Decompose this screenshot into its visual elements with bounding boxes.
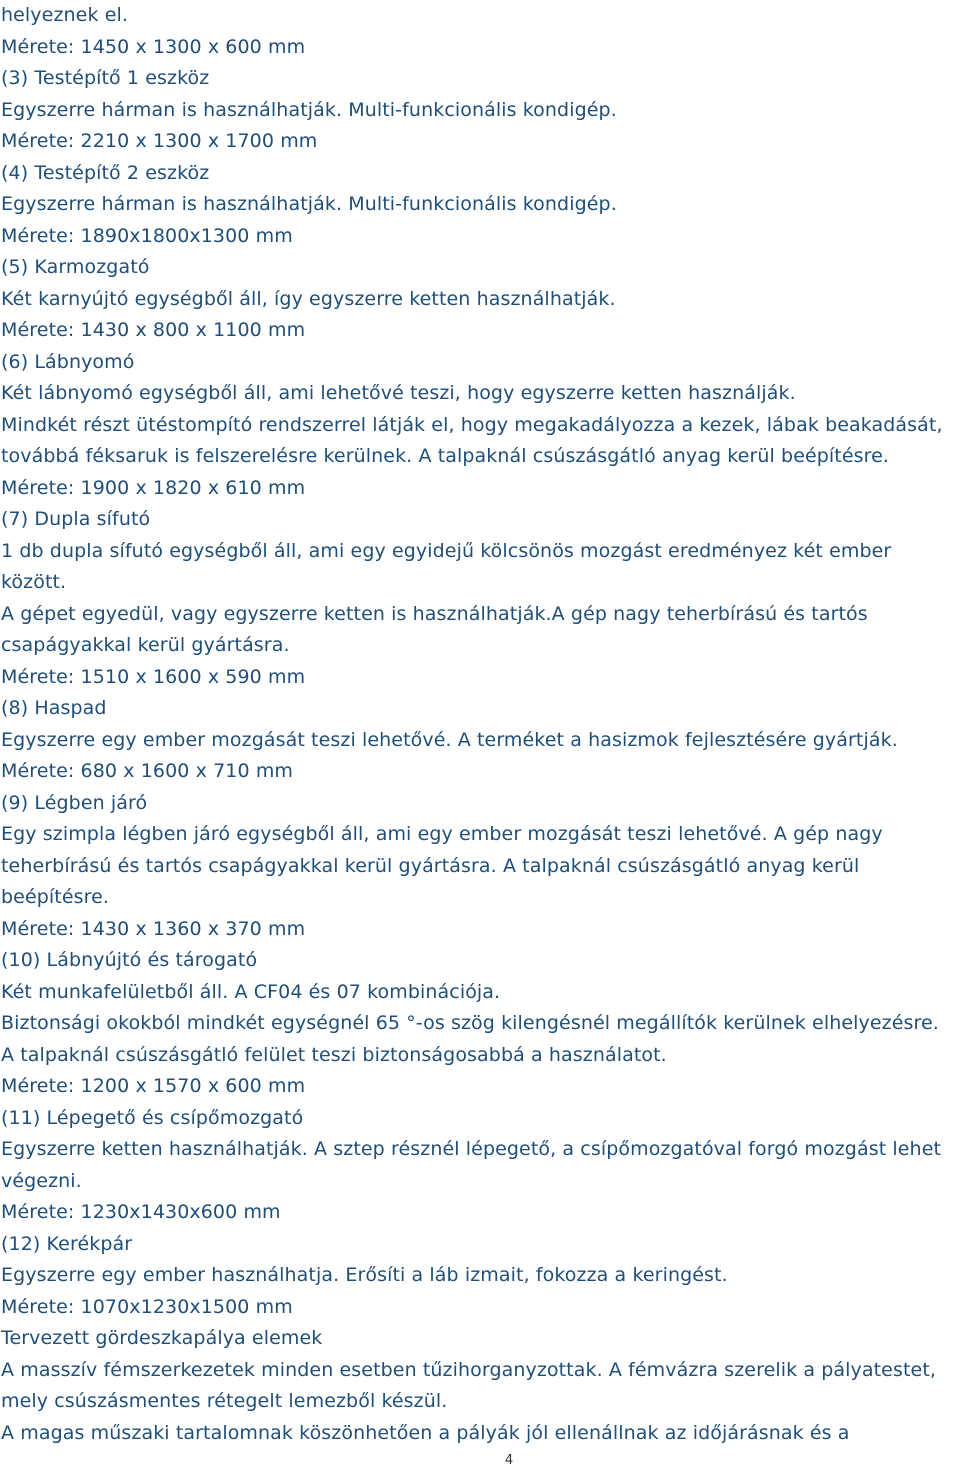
text-line: A magas műszaki tartalomnak köszönhetően a pályák jól ellenállnak az időjárásnak és a [1, 1421, 850, 1444]
text-line: Mérete: 1510 x 1600 x 590 mm [1, 665, 306, 688]
text-line: helyeznek el. [1, 4, 128, 26]
text-line: A talpaknál csúszásgátló felület teszi biztonságosabbá a használatot. [1, 1043, 667, 1066]
text-line: Mindkét részt ütéstompító rendszerrel látják el, hogy megakadályozza a kezek, lábak beakadását, [1, 413, 943, 436]
text-line: Mérete: 1070x1230x1500 mm [1, 1295, 293, 1318]
section-heading: (4) Testépítő 2 eszköz [1, 161, 210, 184]
text-line: 1 db dupla sífutó egységből áll, ami egy egyidejű kölcsönös mozgást eredményez két ember [1, 539, 892, 562]
text-line: Egyszerre egy ember mozgását teszi lehetővé. A terméket a hasizmok fejlesztésére gyártják. [1, 728, 898, 751]
text-line: Mérete: 1200 x 1570 x 600 mm [1, 1075, 306, 1097]
text-line: mely csúszásmentes rétegelt lemezből készül. [1, 1390, 448, 1412]
text-line: beépítésre. [1, 886, 110, 908]
text-line: Két lábnyomó egységből áll, ami lehetővé teszi, hogy egyszerre ketten használják. [1, 382, 796, 404]
text-line: Egyszerre ketten használhatják. A sztep résznél lépegető, a csípőmozgatóval forgó mozgást lehet [1, 1138, 942, 1160]
text-line: Mérete: 1900 x 1820 x 610 mm [1, 476, 306, 499]
text-line: A masszív fémszerkezetek minden esetben tűzihorganyzottak. A fémvázra szerelik a pályatestet, [1, 1358, 937, 1381]
text-line: Egy szimpla légben járó egységből áll, ami egy ember mozgását teszi lehetővé. A gép nagy [1, 823, 883, 845]
section-heading: (7) Dupla sífutó [1, 508, 151, 530]
text-line: Két munkafelületből áll. A CF04 és 07 kombinációja. [1, 980, 501, 1003]
section-heading: Tervezett gördeszkapálya elemek [1, 1327, 323, 1349]
text-line: Egyszerre egy ember használhatja. Erősíti a láb izmait, fokozza a keringést. [1, 1264, 728, 1286]
text-line: Mérete: 1430 x 1360 x 370 mm [1, 917, 306, 940]
section-heading: (11) Lépegető és csípőmozgató [1, 1106, 304, 1129]
text-line: végezni. [1, 1169, 82, 1192]
text-line: Mérete: 680 x 1600 x 710 mm [1, 760, 294, 782]
text-line: Mérete: 1890x1800x1300 mm [1, 224, 293, 247]
section-heading: (9) Légben járó [1, 791, 148, 814]
text-line: Biztonsági okokból mindkét egységnél 65 °-os szög kilengésnél megállítók kerülnek elhelyezésre. [1, 1012, 939, 1034]
text-line: teherbírású és tartós csapágyakkal kerül gyártásra. A talpaknál csúszásgátló anyag kerül [1, 854, 860, 877]
section-heading: (6) Lábnyomó [1, 350, 135, 373]
text-line: Mérete: 2210 x 1300 x 1700 mm [1, 130, 318, 152]
section-heading: (3) Testépítő 1 eszköz [1, 67, 210, 89]
text-line: között. [1, 571, 67, 593]
text-line: A gépet egyedül, vagy egyszerre ketten is használhatják.A gép nagy teherbírású és tartós [1, 602, 868, 625]
page-number: 4 [504, 1453, 514, 1468]
text-line: Egyszerre hárman is használhatják. Multi-funkcionális kondigép. [1, 193, 617, 215]
text-line: Mérete: 1450 x 1300 x 600 mm [1, 35, 306, 58]
section-heading: (5) Karmozgató [1, 256, 150, 278]
section-heading: (12) Kerékpár [1, 1232, 133, 1255]
section-heading: (8) Haspad [1, 697, 107, 719]
text-line: Mérete: 1230x1430x600 mm [1, 1201, 281, 1223]
section-heading: (10) Lábnyújtó és tárogató [1, 949, 258, 971]
text-line: csapágyakkal kerül gyártásra. [1, 634, 290, 656]
text-line: Egyszerre hárman is használhatják. Multi-funkcionális kondigép. [1, 98, 617, 121]
text-line: Mérete: 1430 x 800 x 1100 mm [1, 319, 306, 341]
text-line: Két karnyújtó egységből áll, így egyszerre ketten használhatják. [1, 287, 616, 310]
text-line: továbbá féksaruk is felszerelésre kerülnek. A talpaknál csúszásgátló anyag kerül beépítésre. [1, 445, 890, 467]
